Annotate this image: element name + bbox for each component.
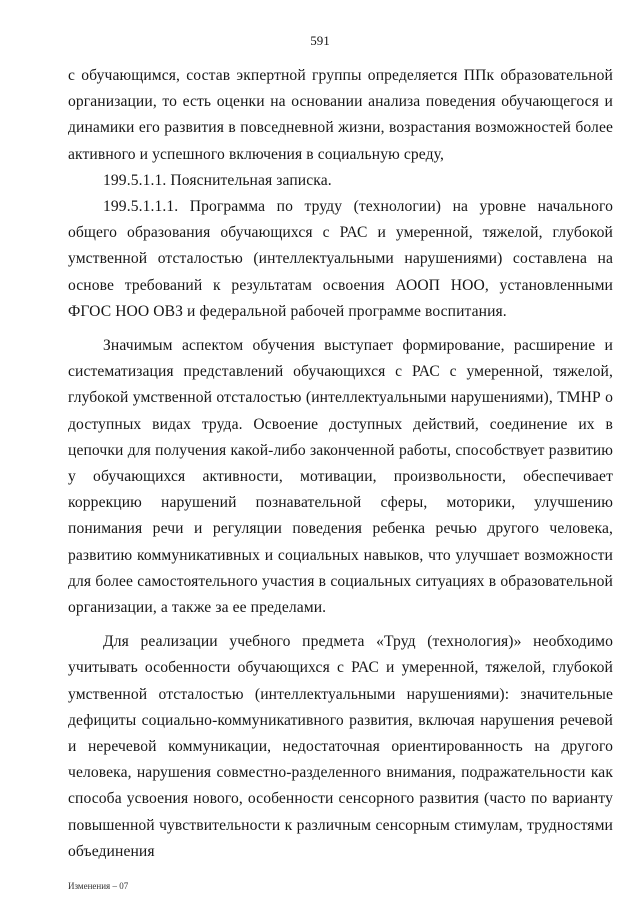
paragraph-significant-aspect: Значимым аспектом обучения выступает формирование, расширение и систематизация представлений обучающихся с РАС с умеренной, тяжелой, глубокой умственной отсталостью (интеллектуальными нарушениями), ТМНР о доступных видах труда. Освоение доступных действий, соединение их в цепочки для получения какой-либо законченной работы, способствует развитию у обучающихся активности, мотивации, произвольности, обеспечивает коррекцию нарушений познавательной сферы, моторики, улучшению понимания речи и регуляции поведения ребенка речью другого человека, развитию коммуникативных и социальных навыков, что улучшает возможности для более самостоятельного участия в социальных ситуациях в образовательной организации, а также за ее пределами. [68,337,613,617]
page-number: 591 [310,33,330,48]
paragraph-section-heading: 199.5.1.1. Пояснительная записка. [103,171,332,189]
paragraph-program-description: 199.5.1.1.1. Программа по труду (технологии) на уровне начального общего образования обучающихся с РАС и умеренной, тяжелой, глубокой умственной отсталостью (интеллектуальными нарушениями) составлена на основе требований к результатам освоения АООП НОО, установленными ФГОС НОО ОВЗ и федеральной рабочей программе воспитания. [68,198,613,320]
paragraph-implementation-features: Для реализации учебного предмета «Труд (технология)» необходимо учитывать особенности обучающихся с РАС и умеренной, тяжелой, глубокой умственной отсталостью (интеллектуальными нарушениями): значительные дефициты социально-коммуникативного развития, включая нарушения речевой и неречевой коммуникации, недостаточная ориентированность на другого человека, нарушения совместно-разделенного внимания, подражательности как способа усвоения нового, особенности сенсорного развития (часто по варианту повышенной чувствительности к различным сенсорным стимулам, трудностями объединения [68,633,613,860]
document-body [68,63,613,865]
footer-revision-note: Изменения – 07 [68,881,129,891]
paragraph-continuation: с обучающимся, состав экпертной группы определяется ППк образовательной организации, то есть оценки на основании анализа поведения обучающегося и динамики его развития в повседневной жизни, возрастания возможностей более активного и успешного включения в социальную среду, [68,67,613,163]
